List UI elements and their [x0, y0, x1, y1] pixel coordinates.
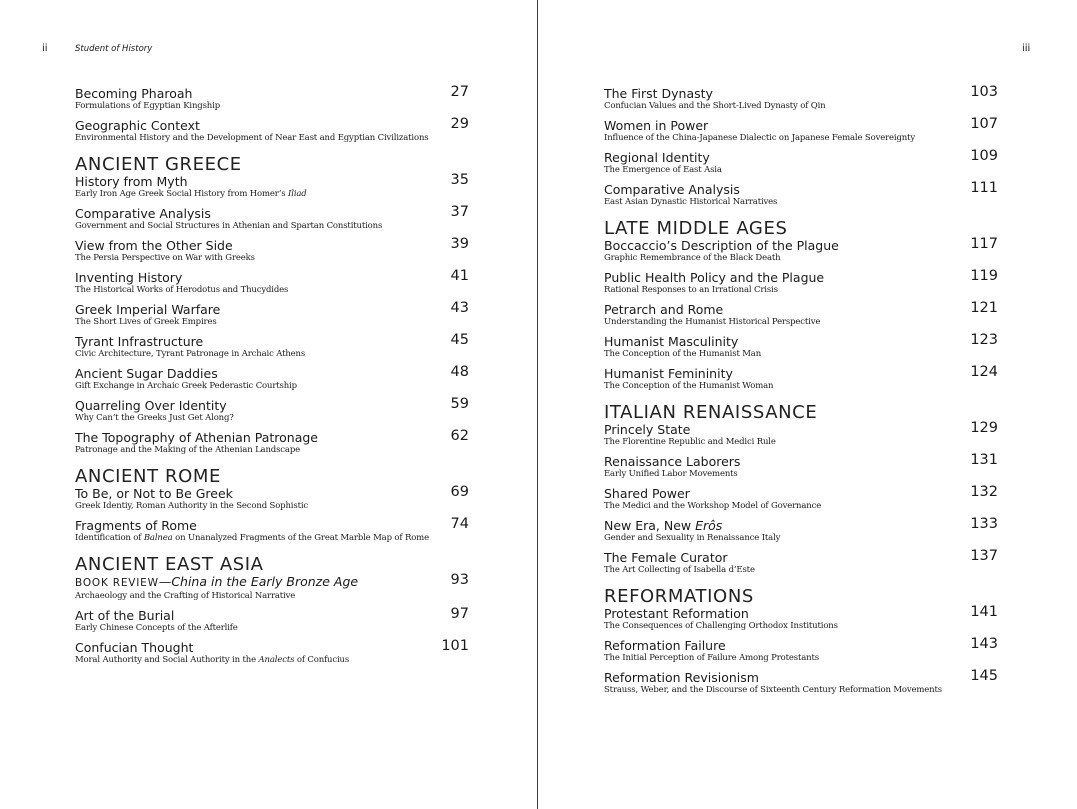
toc-entry[interactable]	[75, 574, 469, 602]
toc-entry[interactable]	[75, 238, 469, 264]
entry-title: Quarreling Over Identity	[75, 398, 227, 413]
toc-entry[interactable]	[604, 150, 998, 176]
left-folio: ii	[42, 43, 48, 54]
page-number: 124	[970, 364, 998, 380]
page-number: 111	[970, 180, 998, 196]
entry-title: Public Health Policy and the Plague	[604, 270, 825, 285]
entry-title: Tyrant Infrastructure	[75, 334, 204, 349]
toc-entry[interactable]	[604, 182, 998, 208]
toc-entry[interactable]	[604, 670, 998, 696]
toc-entry[interactable]	[604, 366, 998, 392]
page-number: 133	[970, 516, 998, 532]
entry-subtitle	[75, 655, 469, 666]
toc-entry[interactable]	[604, 454, 998, 480]
entry-title: The Female Curator	[604, 550, 728, 565]
toc-entry[interactable]	[604, 270, 998, 296]
entry-subtitle	[75, 533, 469, 544]
page-number: 74	[450, 516, 469, 532]
page-number: 137	[970, 548, 998, 564]
entry-title: Comparative Analysis	[604, 182, 740, 197]
entry-subtitle: Early Chinese Concepts of the Afterlife	[75, 623, 238, 633]
entry-subtitle: The Emergence of East Asia	[604, 165, 722, 175]
entry-title: Becoming Pharoah	[75, 86, 193, 101]
entry-subtitle: The Short Lives of Greek Empires	[75, 317, 217, 327]
entry-subtitle: Strauss, Weber, and the Discourse of Sixteenth Century Reformation Movements	[604, 685, 942, 695]
entry-title: Greek Imperial Warfare	[75, 302, 221, 317]
entry-title: To Be, or Not to Be Greek	[75, 486, 233, 501]
toc-entry[interactable]	[75, 486, 469, 512]
page-number: 41	[450, 268, 469, 284]
right-toc-column	[604, 86, 998, 696]
toc-entry[interactable]	[604, 334, 998, 360]
page-number: 107	[970, 116, 998, 132]
entry-subtitle: Graphic Remembrance of the Black Death	[604, 253, 781, 263]
toc-entry[interactable]	[75, 206, 469, 232]
page-number: 121	[970, 300, 998, 316]
section-heading: REFORMATIONS	[604, 586, 754, 607]
toc-entry[interactable]	[604, 550, 998, 576]
page-number: 129	[970, 420, 998, 436]
toc-entry[interactable]	[604, 518, 998, 544]
page-number: 69	[450, 484, 469, 500]
entry-title: Shared Power	[604, 486, 690, 501]
toc-entry[interactable]	[604, 638, 998, 664]
section-heading: LATE MIDDLE AGES	[604, 218, 788, 239]
entry-title: Petrarch and Rome	[604, 302, 724, 317]
entry-subtitle: The Consequences of Challenging Orthodox Institutions	[604, 621, 838, 631]
page-number: 141	[970, 604, 998, 620]
page-number: 123	[970, 332, 998, 348]
entry-title: Inventing History	[75, 270, 183, 285]
entry-subtitle: The Conception of the Humanist Woman	[604, 381, 774, 391]
page-number: 93	[450, 572, 469, 588]
page-number: 119	[970, 268, 998, 284]
entry-title: Princely State	[604, 422, 691, 437]
entry-subtitle: The Florentine Republic and Medici Rule	[604, 437, 776, 447]
toc-entry[interactable]	[75, 640, 469, 666]
entry-subtitle-part: Balnea	[143, 533, 173, 543]
entry-subtitle: Patronage and the Making of the Athenian Landscape	[75, 445, 301, 455]
entry-subtitle: Understanding the Humanist Historical Perspective	[604, 317, 821, 327]
section-heading: ANCIENT GREECE	[75, 154, 242, 175]
toc-entry[interactable]	[604, 118, 998, 144]
entry-title: Protestant Reformation	[604, 606, 749, 621]
page-number: 43	[450, 300, 469, 316]
entry-subtitle: Government and Social Structures in Athenian and Spartan Constitutions	[75, 221, 383, 231]
entry-subtitle: The Art Collecting of Isabella d’Este	[604, 565, 755, 575]
entry-title: Ancient Sugar Daddies	[75, 366, 218, 381]
toc-entry[interactable]	[75, 86, 469, 112]
toc-entry[interactable]	[75, 366, 469, 392]
entry-title: Renaissance Laborers	[604, 454, 741, 469]
entry-subtitle: East Asian Dynastic Historical Narratives	[604, 197, 778, 207]
entry-subtitle-part: on Unanalyzed Fragments of the Great Marble Map of Rome	[172, 533, 429, 543]
page-number: 45	[450, 332, 469, 348]
entry-subtitle: Gift Exchange in Archaic Greek Pederastic Courtship	[75, 381, 297, 391]
section-heading: ITALIAN RENAISSANCE	[604, 402, 818, 423]
entry-subtitle: Civic Architecture, Tyrant Patronage in Archaic Athens	[75, 349, 306, 359]
page-number: 143	[970, 636, 998, 652]
entry-title-part: China in the Early Bronze Age	[171, 574, 359, 589]
entry-title: Boccaccio’s Description of the Plague	[604, 238, 839, 253]
page-number: 59	[450, 396, 469, 412]
toc-entry[interactable]	[75, 270, 469, 296]
page-number: 48	[450, 364, 469, 380]
entry-subtitle: The Historical Works of Herodotus and Thucydides	[75, 285, 289, 295]
toc-entry[interactable]	[75, 174, 469, 200]
entry-subtitle: Gender and Sexuality in Renaissance Italy	[604, 533, 781, 543]
entry-subtitle: Rational Responses to an Irrational Crisis	[604, 285, 778, 295]
entry-title-part: —	[158, 574, 172, 589]
entry-subtitle: The Persia Perspective on War with Greeks	[75, 253, 255, 263]
page-number: 131	[970, 452, 998, 468]
entry-title-part: BOOK REVIEW	[75, 577, 159, 589]
page-number: 117	[970, 236, 998, 252]
entry-subtitle-part: Iliad	[288, 189, 307, 199]
entry-subtitle: Formulations of Egyptian Kingship	[75, 101, 220, 111]
toc-entry[interactable]	[75, 398, 469, 424]
entry-title: Confucian Thought	[75, 640, 194, 655]
toc-entry[interactable]	[604, 422, 998, 448]
left-toc-column	[75, 86, 469, 666]
page-number: 62	[450, 428, 469, 444]
entry-subtitle-part: Early Iron Age Greek Social History from Homer’s	[75, 189, 289, 199]
page-number: 145	[970, 668, 998, 684]
page-number: 97	[450, 606, 469, 622]
entry-title-part: Erôs	[695, 518, 723, 533]
entry-title: Reformation Failure	[604, 638, 726, 653]
entry-title: Reformation Revisionism	[604, 670, 759, 685]
entry-title: Women in Power	[604, 118, 709, 133]
entry-subtitle: Early Unified Labor Movements	[604, 469, 738, 479]
toc-entry[interactable]	[75, 608, 469, 634]
entry-subtitle-part: Identification of	[75, 533, 144, 543]
entry-subtitle: Archaeology and the Crafting of Historical Narrative	[75, 591, 296, 601]
entry-title: View from the Other Side	[75, 238, 233, 253]
entry-subtitle: The Conception of the Humanist Man	[604, 349, 762, 359]
toc-entry[interactable]	[75, 334, 469, 360]
section-heading: ANCIENT ROME	[75, 466, 221, 487]
running-head: Student of History	[75, 44, 153, 54]
toc-entry[interactable]	[75, 302, 469, 328]
entry-subtitle: Environmental History and the Development of Near East and Egyptian Civilizations	[75, 133, 429, 143]
entry-title: Art of the Burial	[75, 608, 175, 623]
entry-title: The First Dynasty	[604, 86, 713, 101]
entry-subtitle-part: Moral Authority and Social Authority in the	[75, 655, 259, 665]
page-number: 132	[970, 484, 998, 500]
toc-entry[interactable]	[75, 430, 469, 456]
page-number: 101	[441, 638, 469, 654]
entry-title: Fragments of Rome	[75, 518, 197, 533]
entry-title: Humanist Femininity	[604, 366, 733, 381]
toc-entry[interactable]	[604, 606, 998, 632]
entry-subtitle: Confucian Values and the Short-Lived Dynasty of Qin	[604, 101, 826, 111]
section-heading: ANCIENT EAST ASIA	[75, 554, 264, 575]
toc-entry[interactable]	[604, 302, 998, 328]
entry-title-part: New Era, New	[604, 518, 696, 533]
entry-subtitle: Why Can’t the Greeks Just Get Along?	[75, 413, 234, 423]
entry-subtitle: Greek Identiy, Roman Authority in the Second Sophistic	[75, 501, 309, 511]
page-number: 27	[450, 84, 469, 100]
right-folio: iii	[1022, 43, 1031, 54]
toc-entry[interactable]	[75, 518, 469, 544]
entry-title: Comparative Analysis	[75, 206, 211, 221]
toc-entry[interactable]	[604, 486, 998, 512]
entry-title	[604, 518, 998, 533]
entry-subtitle-part: of Confucius	[294, 655, 350, 665]
toc-entry[interactable]	[604, 238, 998, 264]
toc-entry[interactable]	[604, 86, 998, 112]
entry-title: The Topography of Athenian Patronage	[75, 430, 318, 445]
entry-subtitle: The Medici and the Workshop Model of Governance	[604, 501, 822, 511]
entry-subtitle-part: Analects	[258, 655, 295, 665]
page-number: 109	[970, 148, 998, 164]
entry-title	[75, 574, 469, 591]
page-number: 39	[450, 236, 469, 252]
page-number: 37	[450, 204, 469, 220]
entry-title: Humanist Masculinity	[604, 334, 739, 349]
entry-subtitle	[75, 189, 469, 200]
entry-title: Geographic Context	[75, 118, 200, 133]
page-number: 35	[450, 172, 469, 188]
entry-title: Regional Identity	[604, 150, 710, 165]
toc-entry[interactable]	[75, 118, 469, 144]
entry-subtitle: Influence of the China-Japanese Dialectic on Japanese Female Sovereignty	[604, 133, 915, 143]
entry-subtitle: The Initial Perception of Failure Among Protestants	[604, 653, 819, 663]
entry-title: History from Myth	[75, 174, 188, 189]
page-gutter-divider	[537, 0, 538, 809]
page-number: 29	[450, 116, 469, 132]
page-number: 103	[970, 84, 998, 100]
